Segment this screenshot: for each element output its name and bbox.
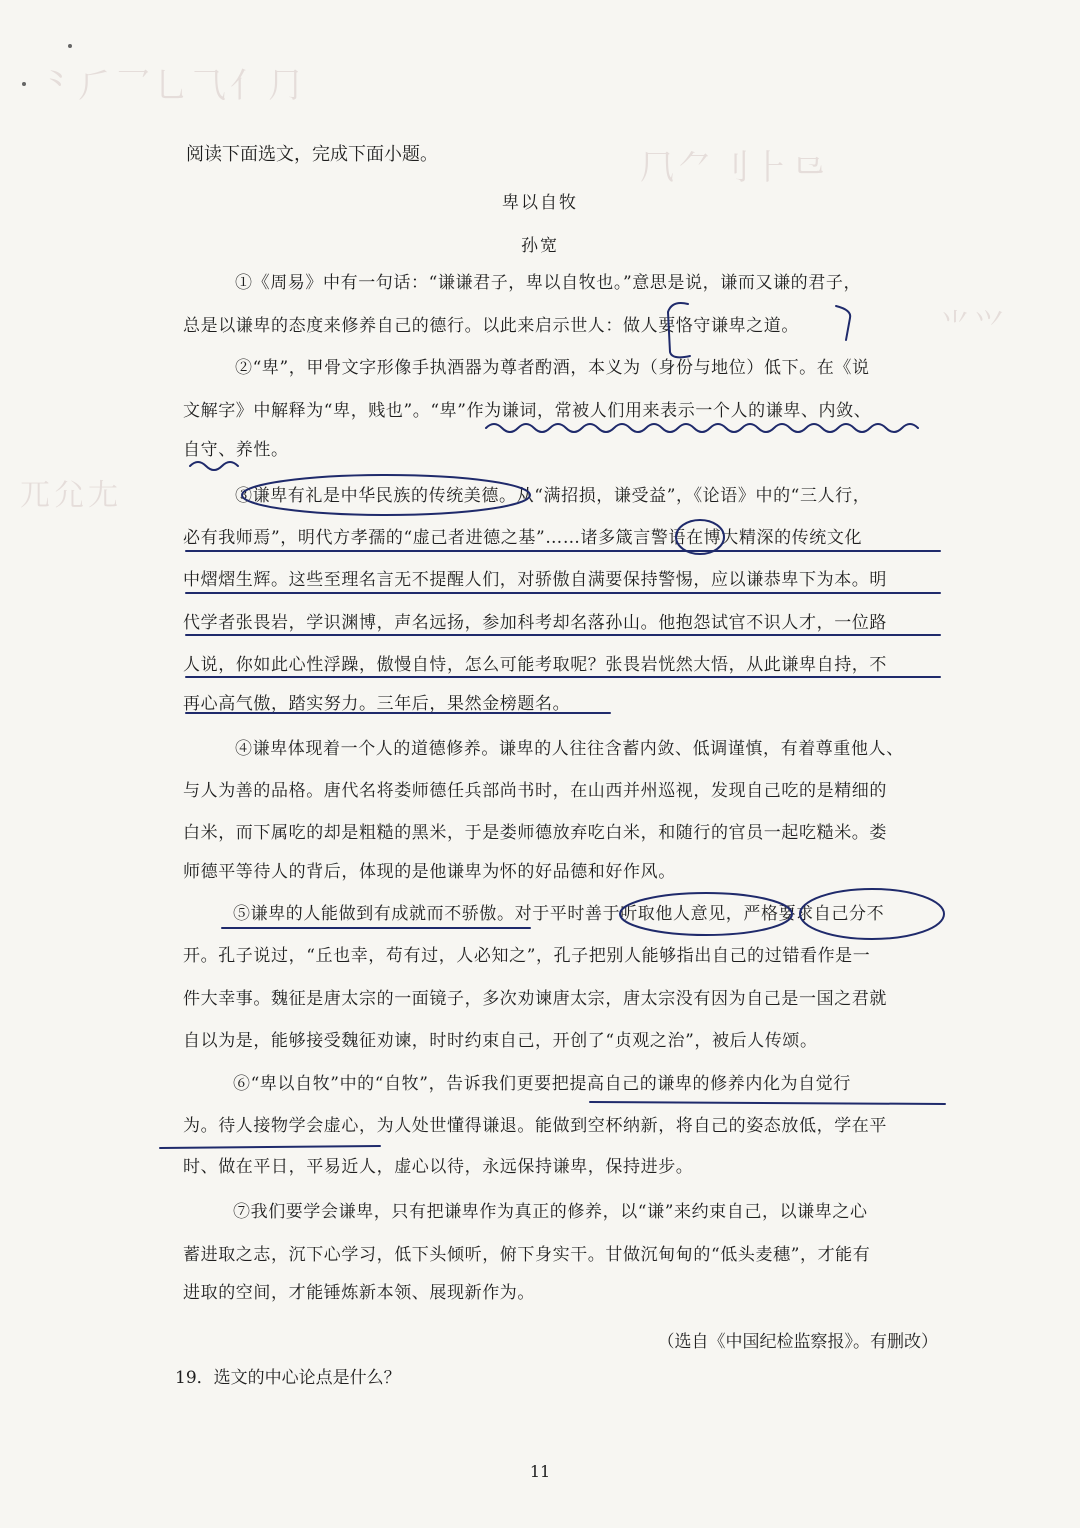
- article-line: 件大幸事。魏征是唐太宗的一面镜子，多次劝谏唐太宗，唐太宗没有因为自己是一国之君就: [183, 989, 887, 1009]
- article-title: 卑以自牧: [502, 193, 578, 213]
- underline: [590, 1102, 945, 1104]
- article-line: 白米，而下属吃的却是粗糙的黑米，于是娄师德放弃吃白米，和随行的官员一起吃糙米。娄: [183, 823, 887, 843]
- article-line: 开。孔子说过，“丘也幸，苟有过，人必知之”，孔子把别人能够指出自己的过错看作是一: [183, 946, 871, 966]
- bleed-through-mark: ⺎⺏⺐: [20, 478, 122, 513]
- article-line: ⑦我们要学会谦卑，只有把谦卑作为真正的修养，以“谦”来约束自己，以谦卑之心: [233, 1202, 868, 1222]
- article-line: 蓄进取之志，沉下心学习，低下头倾听，俯下身实干。甘做沉甸甸的“低头麦穗”，才能有: [183, 1245, 871, 1265]
- speck: [68, 44, 72, 48]
- source-citation: （选自《中国纪检监察报》。有删改）: [657, 1332, 938, 1352]
- article-line: 为。待人接物学会虚心，为人处世懂得谦退。能做到空杯纳新，将自己的姿态放低，学在平: [183, 1116, 887, 1136]
- article-line: 时、做在平日，平易近人，虚心以待，永远保持谦卑，保持进步。: [183, 1157, 694, 1177]
- page-number: 11: [529, 1462, 551, 1481]
- article-line: 自守、养性。: [183, 440, 289, 460]
- bleed-through-mark: ⺌⺍: [940, 308, 1008, 343]
- article-line: 中熠熠生辉。这些至理名言无不提醒人们，对骄傲自满要保持警惕，应以谦恭卑下为本。明: [183, 570, 887, 590]
- article-line: ⑤谦卑的人能做到有成就而不骄傲。对于平时善于听取他人意见，严格要求自己分不: [233, 904, 885, 924]
- article-line: 文解字》中解释为“卑，贱也”。“卑”作为谦词，常被人们用来表示一个人的谦卑、内敛、: [183, 401, 872, 421]
- instruction-text: 阅读下面选文，完成下面小题。: [186, 144, 438, 165]
- article-line: ③谦卑有礼是中华民族的传统美德。从“满招损，谦受益”，《论语》中的“三人行，: [235, 486, 871, 506]
- article-line: 代学者张畏岩，学识渊博，声名远扬，参加科考却名落孙山。他抱怨试官不识人才，一位路: [183, 613, 887, 633]
- bleed-through-mark: ⺀⺁⺂⺃⺄⺅⺆: [40, 66, 306, 106]
- wavy-underline: [486, 424, 918, 432]
- article-line: ⑥“卑以自牧”中的“自牧”，告诉我们更要把提高自己的谦卑的修养内化为自觉行: [233, 1074, 851, 1094]
- article-author: 孙宽: [521, 236, 559, 256]
- article-line: ④谦卑体现着一个人的道德修养。谦卑的人往往含蓄内敛、低调谨慎，有着尊重他人、: [235, 739, 904, 759]
- speck: [22, 82, 26, 86]
- question-19: 19．选文的中心论点是什么？: [175, 1368, 401, 1388]
- article-line: ②“卑”，甲骨文字形像手执酒器为尊者酌酒，本义为（身份与地位）低下。在《说: [235, 358, 870, 378]
- article-line: 人说，你如此心性浮躁，傲慢自恃，怎么可能考取呢？张畏岩恍然大悟，从此谦卑自持，不: [183, 655, 887, 675]
- article-line: ①《周易》中有一句话：“谦谦君子，卑以自牧也。”意思是说，谦而又谦的君子，: [235, 273, 862, 293]
- article-line: 自以为是，能够接受魏征劝谏，时时约束自己，开创了“贞观之治”，被后人传颂。: [183, 1031, 818, 1051]
- bleed-through-mark: ⺇⺈⺉⺊⺋: [640, 148, 830, 188]
- article-line: 进取的空间，才能锤炼新本领、展现新作为。: [183, 1283, 535, 1303]
- article-line: 再心高气傲，踏实努力。三年后，果然金榜题名。: [183, 694, 571, 714]
- article-line: 总是以谦卑的态度来修养自己的德行。以此来启示世人：做人要恪守谦卑之道。: [183, 316, 799, 336]
- article-line: 必有我师焉”，明代方孝孺的“虚己者进德之基”……诸多箴言警语在博大精深的传统文化: [183, 528, 863, 548]
- article-line: 与人为善的品格。唐代名将娄师德任兵部尚书时，在山西并州巡视，发现自己吃的是精细的: [183, 781, 887, 801]
- underline: [160, 1146, 380, 1148]
- article-line: 师德平等待人的背后，体现的是他谦卑为怀的好品德和好作风。: [183, 862, 676, 882]
